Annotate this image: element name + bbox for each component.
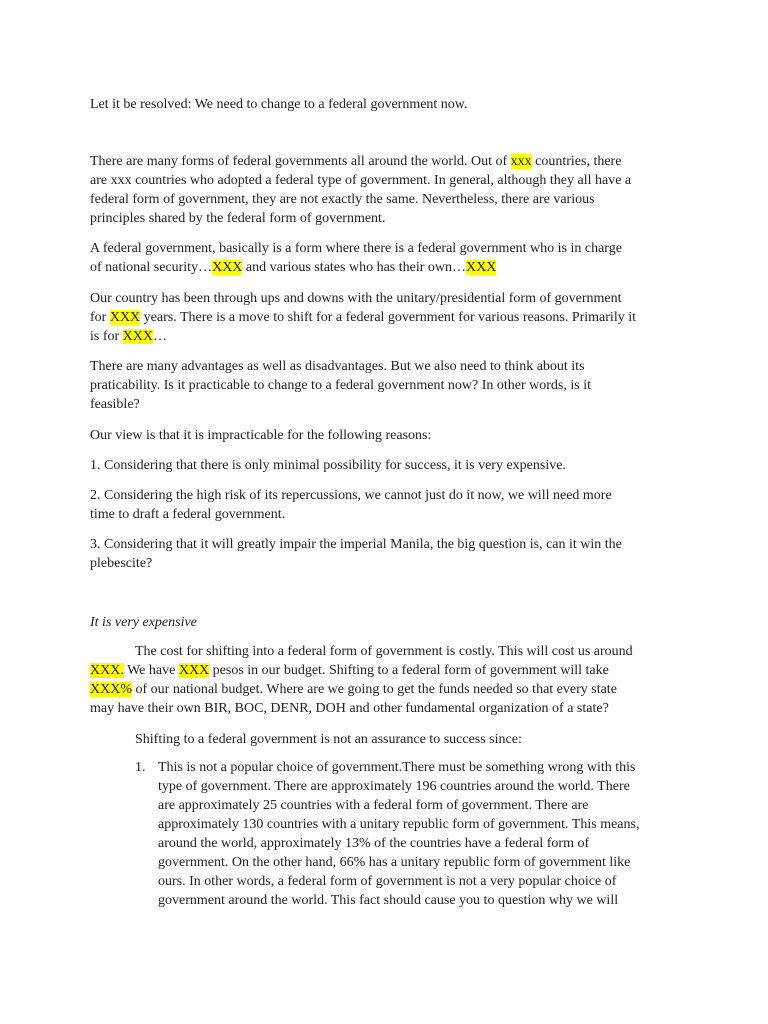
text-run: years. There is a move to shift for a federal government for various reasons. Primarily it: [140, 310, 636, 325]
list-item-line: government. On the other hand, 66% has a unitary republic form of government like: [158, 855, 631, 870]
view-statement: Our view is that it is impracticable for the following reasons:: [90, 428, 432, 443]
text-line: [90, 308, 636, 327]
text-line: principles shared by the federal form of government.: [90, 211, 386, 226]
text-run: countries, there: [531, 154, 622, 169]
highlight-placeholder: xxx: [510, 154, 532, 169]
reason-item-continuation: time to draft a federal government.: [90, 507, 286, 522]
text-line: [90, 258, 496, 277]
highlight-placeholder: XXX%: [90, 682, 132, 697]
text-line: [90, 152, 621, 171]
text-run: of national security…: [90, 260, 213, 275]
text-line: praticability. Is it practicable to change to a federal government now? In other words, is it: [90, 378, 591, 393]
section-heading: It is very expensive: [90, 615, 197, 630]
list-item-line: ours. In other words, a federal form of government is not a very popular choice of: [158, 874, 617, 889]
highlight-placeholder: XXX: [122, 329, 154, 344]
text-run: and various states who has their own…: [242, 260, 466, 275]
reason-item: 3. Considering that it will greatly impair the imperial Manila, the big question is, can it win the: [90, 537, 622, 552]
highlight-placeholder: XXX.: [90, 663, 124, 678]
list-item-line: This is not a popular choice of government.There must be something wrong with this: [158, 760, 636, 775]
text-line: There are many advantages as well as disadvantages. But we also need to think about its: [90, 359, 585, 374]
highlight-placeholder: XXX: [212, 260, 243, 275]
text-run: of our national budget. Where are we going to get the funds needed so that every state: [132, 682, 617, 697]
text-line: federal form of government, they are not exactly the same. Nevertheless, there are various: [90, 192, 595, 207]
list-item-line: type of government. There are approximately 196 countries around the world. There: [158, 779, 630, 794]
text-line: may have their own BIR, BOC, DENR, DOH and other fundamental organization of a state?: [90, 701, 609, 716]
reason-item: 1. Considering that there is only minimal possibility for success, it is very expensive.: [90, 458, 566, 473]
reason-item: 2. Considering the high risk of its repercussions, we cannot just do it now, we will need more: [90, 488, 612, 503]
highlight-placeholder: XXX: [178, 663, 210, 678]
not-assurance-line: Shifting to a federal government is not an assurance to success since:: [135, 732, 522, 747]
text-run: is for: [90, 329, 123, 344]
text-line: The cost for shifting into a federal form of government is costly. This will cost us around: [135, 644, 633, 659]
list-item-line: are approximately 25 countries with a federal form of government. There are: [158, 798, 589, 813]
list-item-line: government around the world. This fact should cause you to question why we will: [158, 893, 619, 908]
text-line: [90, 680, 617, 699]
text-line: are xxx countries who adopted a federal type of government. In general, although they all have a: [90, 173, 632, 188]
highlight-placeholder: XXX: [109, 310, 141, 325]
highlight-placeholder: XXX: [466, 260, 497, 275]
text-run: for: [90, 310, 110, 325]
text-line: A federal government, basically is a form where there is a federal government who is in charge: [90, 241, 622, 256]
text-line: Our country has been through ups and downs with the unitary/presidential form of government: [90, 291, 622, 306]
text-run: We have: [123, 663, 179, 678]
list-item-line: around the world, approximately 13% of the countries have a federal form of: [158, 836, 590, 851]
text-run: pesos in our budget. Shifting to a federal form of government will take: [209, 663, 609, 678]
text-line: [90, 327, 167, 346]
text-line: [90, 661, 609, 680]
text-line: feasible?: [90, 397, 140, 412]
list-number: 1.: [135, 760, 146, 775]
reason-item-continuation: plebescite?: [90, 556, 153, 571]
list-item-line: approximately 130 countries with a unitary republic form of government. This means,: [158, 817, 640, 832]
text-run: There are many forms of federal governments all around the world. Out of: [90, 154, 511, 169]
resolution-line: Let it be resolved: We need to change to a federal government now.: [90, 97, 468, 112]
text-run: …: [153, 329, 168, 344]
